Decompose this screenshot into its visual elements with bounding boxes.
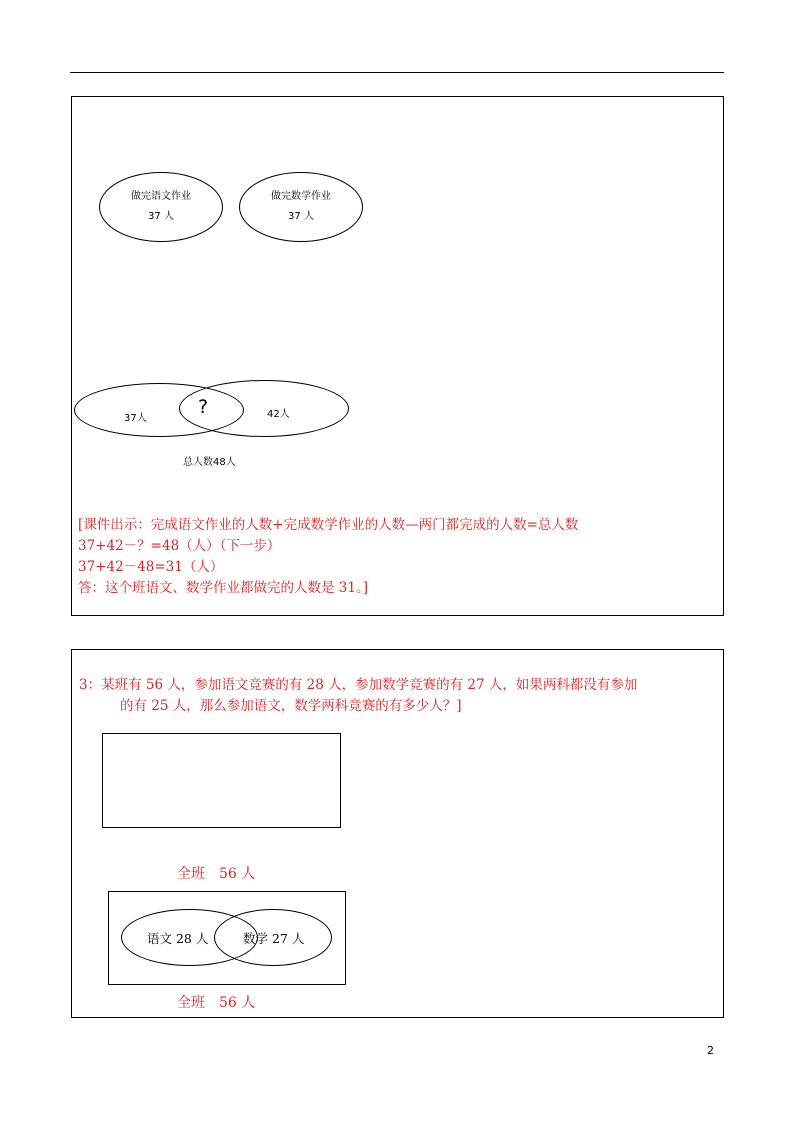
- ellipse-math-label: 做完数学作业: [271, 191, 331, 202]
- header-rule: [70, 72, 724, 73]
- explain-line-3: 37+42－48=31（人）: [78, 559, 224, 575]
- page-number: 2: [707, 1044, 714, 1057]
- class-total-label-2: 全班 56 人: [177, 995, 256, 1011]
- ellipse-chinese-label: 做完语文作业: [131, 191, 191, 202]
- class-total-label-1: 全班 56 人: [177, 866, 256, 882]
- ellipse-math-count: 37 人: [288, 211, 314, 222]
- venn-left-count: 37人: [124, 413, 147, 424]
- venn-chinese-label: 语文 28 人: [147, 931, 209, 946]
- venn-right-count: 42人: [267, 409, 290, 420]
- problem-line-2: 的有 25 人，那么参加语文，数学两科竞赛的有多少人？]: [120, 698, 462, 714]
- venn-question-mark: ?: [198, 396, 209, 418]
- explain-line-1: [课件出示：完成语文作业的人数+完成数学作业的人数—两门都完成的人数=总人数: [78, 517, 579, 533]
- explain-line-4: 答：这个班语文、数学作业都做完的人数是 31。]: [78, 580, 368, 596]
- venn-math-label: 数学 27 人: [243, 931, 305, 946]
- empty-class-rectangle: [102, 733, 341, 828]
- problem-line-1: 3：某班有 56 人，参加语文竞赛的有 28 人，参加数学竞赛的有 27 人，如果两科都没有参加: [79, 677, 638, 693]
- venn-total: 总人数48人: [183, 457, 236, 468]
- explain-line-2: 37+42－？=48（人）（下一步）: [78, 538, 281, 554]
- ellipse-chinese-count: 37 人: [148, 211, 174, 222]
